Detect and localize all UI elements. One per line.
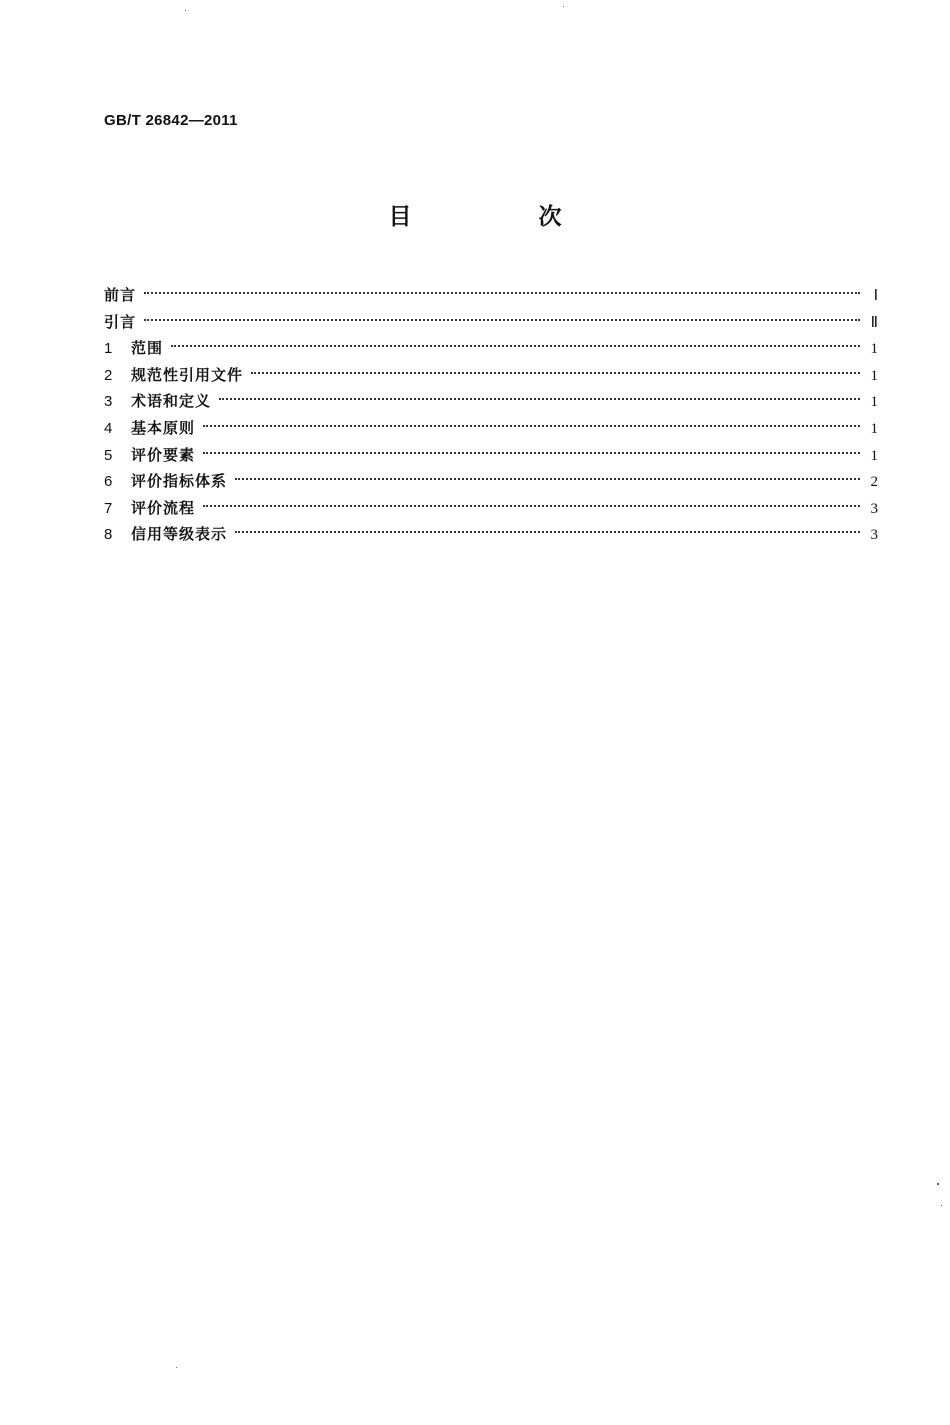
toc-entry-title: 范围 (131, 339, 164, 358)
dot-leader (219, 398, 860, 400)
toc-entry-number: 6 (104, 473, 113, 491)
toc-entry-7[interactable] (104, 495, 878, 522)
toc-entry-1[interactable] (104, 335, 878, 362)
standard-code: GB/T 26842—2011 (104, 112, 238, 129)
toc-entry-title: 评价指标体系 (131, 472, 228, 491)
dot-leader (144, 319, 860, 321)
toc-entry-page: 1 (870, 447, 878, 464)
toc-entry-6[interactable] (104, 468, 878, 495)
toc-entry-5[interactable] (104, 442, 878, 469)
scan-speck (185, 10, 186, 11)
toc-entry-page: 1 (870, 367, 878, 384)
toc-entry-introduction[interactable] (104, 309, 878, 336)
toc-entry-page: Ⅰ (873, 288, 878, 304)
toc-entry-page: 1 (870, 420, 878, 437)
toc-entry-page: 2 (870, 474, 878, 491)
toc-entry-3[interactable] (104, 388, 878, 415)
toc-entry-title: 评价流程 (131, 498, 196, 517)
dot-leader (235, 531, 860, 533)
toc-entry-number: 4 (104, 419, 113, 437)
toc-entry-number: 7 (104, 499, 113, 517)
toc-entry-title: 规范性引用文件 (131, 365, 244, 384)
toc-entry-page: 1 (870, 341, 878, 358)
page-title: 目 次 (388, 204, 614, 230)
dot-leader (144, 292, 860, 294)
scan-speck (176, 1367, 177, 1368)
scan-speck (937, 1183, 939, 1185)
toc-entry-title: 引言 (104, 312, 137, 331)
toc-entry-title: 前言 (104, 286, 137, 304)
toc-entry-number: 2 (104, 366, 113, 384)
toc-entry-title: 评价要素 (131, 445, 196, 464)
dot-leader (251, 372, 860, 374)
dot-leader (203, 505, 860, 507)
toc-entry-title: 信用等级表示 (131, 525, 228, 544)
toc-entry-page: Ⅱ (870, 314, 878, 331)
toc-entry-title: 术语和定义 (131, 392, 212, 411)
toc-entry-foreword[interactable] (104, 282, 878, 309)
table-of-contents (104, 282, 878, 548)
dot-leader (203, 425, 860, 427)
toc-entry-2[interactable] (104, 362, 878, 389)
toc-entry-page: 3 (870, 500, 878, 517)
dot-leader (235, 478, 860, 480)
toc-entry-page: 3 (870, 527, 878, 544)
dot-leader (203, 452, 860, 454)
toc-entry-number: 3 (104, 393, 113, 411)
dot-leader (171, 345, 860, 347)
toc-entry-number: 8 (104, 526, 113, 544)
toc-entry-number: 1 (104, 340, 113, 358)
toc-entry-title: 基本原则 (131, 418, 196, 437)
toc-entry-8[interactable] (104, 521, 878, 548)
toc-entry-number: 5 (104, 446, 113, 464)
toc-entry-page: 1 (870, 394, 878, 411)
scan-speck (563, 6, 564, 7)
scan-speck (941, 1205, 942, 1206)
toc-entry-4[interactable] (104, 415, 878, 442)
